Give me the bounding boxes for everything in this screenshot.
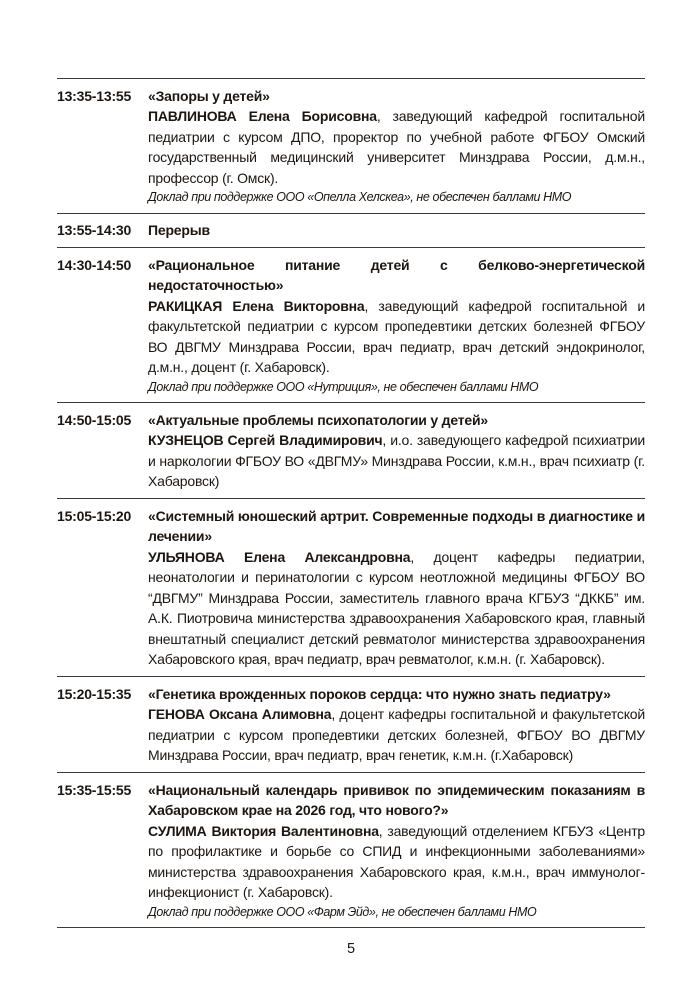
session-description	[148, 704, 645, 766]
session-time: 15:35-15:55	[57, 781, 132, 798]
session-description	[148, 106, 645, 188]
speaker-credentials: , заведующий кафедрой госпитальной и факультетской педиатрии с курсом пропедевтики детских болезней ФГБОУ ВО ДВГМУ Минздрава России, врач педиатр, врач детский эндокринолог, д.м.н., доцент (г. Хабаровск).	[148, 297, 645, 375]
session-title: «Рациональное питание детей с белково-энергетической недостаточностью»	[148, 256, 645, 293]
session-time: 15:20-15:35	[57, 685, 132, 702]
session-time: 15:05-15:20	[57, 507, 132, 524]
session-title: Перерыв	[148, 222, 210, 238]
session-body	[148, 506, 645, 670]
session-time: 13:55-14:30	[57, 222, 132, 238]
session-title: «Запоры у детей»	[148, 87, 270, 104]
speaker-credentials: , заведующий кафедрой госпитальной педиатрии с курсом ДПО, проректор по учебной работе ФГБОУ Омский государственный медицинский университет Минздрава России, д.м.н., профессор (г. Омск).	[148, 108, 645, 186]
session-time: 14:30-14:50	[57, 256, 132, 273]
session-description	[148, 821, 645, 903]
session-description	[148, 547, 645, 670]
speaker-credentials: , доцент кафедры педиатрии, неонатологии и перинатологии с курсом неотложной медицины ФГБОУ ВО “ДВГМУ” Минздрава России, заместитель главного врача КГБУЗ “ДККБ” им. А.К. Пиотровича министерства здравоохранения Хабаровского края, главный внештатный специалист детский ревматолог министерства здравоохранения Хабаровского края, врач педиатр, врач ревматолог, к.м.н. (г. Хабаровск).	[148, 548, 645, 667]
session-row	[57, 79, 645, 213]
sponsor-footnote: Доклад при поддержке ООО «Нутриция», не обеспечен баллами НМО	[148, 379, 539, 394]
speaker-credentials: , и.о. заведующего кафедрой психиатрии и наркологии ФГБОУ ВО «ДВГМУ» Минздрава России, к.м.н., врач психиатр (г. Хабаровск)	[148, 432, 645, 489]
session-title: «Генетика врожденных пороков сердца: что нужно знать педиатру»	[148, 685, 611, 702]
speaker-name: РАКИЦКАЯ Елена Викторовна	[148, 297, 365, 314]
session-time: 14:50-15:05	[57, 411, 132, 428]
session-body	[148, 780, 645, 921]
speaker-name: КУЗНЕЦОВ Сергей Владимирович	[148, 432, 383, 448]
speaker-credentials: , заведующий отделением КГБУЗ «Центр по профилактике и борьбе со СПИД и инфекционными заболеваниями» министерства здравоохранения Хабаровского края, к.м.н., врач иммунолог-инфекционист (г. Хабаровск).	[148, 822, 645, 900]
session-list	[57, 78, 645, 928]
session-description	[148, 296, 645, 378]
session-title: «Актуальные проблемы психопатологии у детей»	[148, 411, 489, 428]
session-body	[148, 220, 645, 241]
speaker-name: УЛЬЯНОВА Елена Александровна	[148, 548, 411, 565]
session-body	[148, 255, 645, 396]
sponsor-footnote: Доклад при поддержке ООО «Опелла Хелскеа», не обеспечен баллами НМО	[148, 190, 572, 204]
session-title: «Системный юношеский артрит. Современные подходы в диагностике и лечении»	[148, 507, 645, 544]
speaker-credentials: , доцент кафедры госпитальной и факультетской педиатрии с курсом пропедевтики детских болезней, ФГБОУ ВО ДВГМУ Минздрава России, врач педиатр, врач генетик, к.м.н. (г.Хабаровск)	[148, 706, 645, 763]
session-row	[57, 677, 645, 772]
speaker-name: СУЛИМА Виктория Валентиновна	[148, 822, 379, 839]
session-body	[148, 684, 645, 766]
session-row	[57, 403, 645, 498]
session-row	[57, 248, 645, 402]
session-row	[57, 499, 645, 676]
session-title: «Национальный календарь прививок по эпидемическим показаниям в Хабаровском крае на 2026 год, что нового?»	[148, 781, 645, 818]
session-row	[57, 773, 645, 927]
session-time: 13:35-13:55	[57, 87, 132, 104]
session-body	[148, 86, 645, 207]
page-number: 5	[346, 941, 356, 957]
session-body	[148, 410, 645, 492]
sponsor-footnote: Доклад при поддержке ООО «Фарм Эйд», не обеспечен баллами НМО	[148, 904, 537, 919]
speaker-name: ПАВЛИНОВА Елена Борисовна	[148, 108, 377, 124]
session-row	[57, 214, 645, 248]
speaker-name: ГЕНОВА Оксана Алимовна	[148, 706, 332, 722]
session-description	[148, 430, 645, 492]
